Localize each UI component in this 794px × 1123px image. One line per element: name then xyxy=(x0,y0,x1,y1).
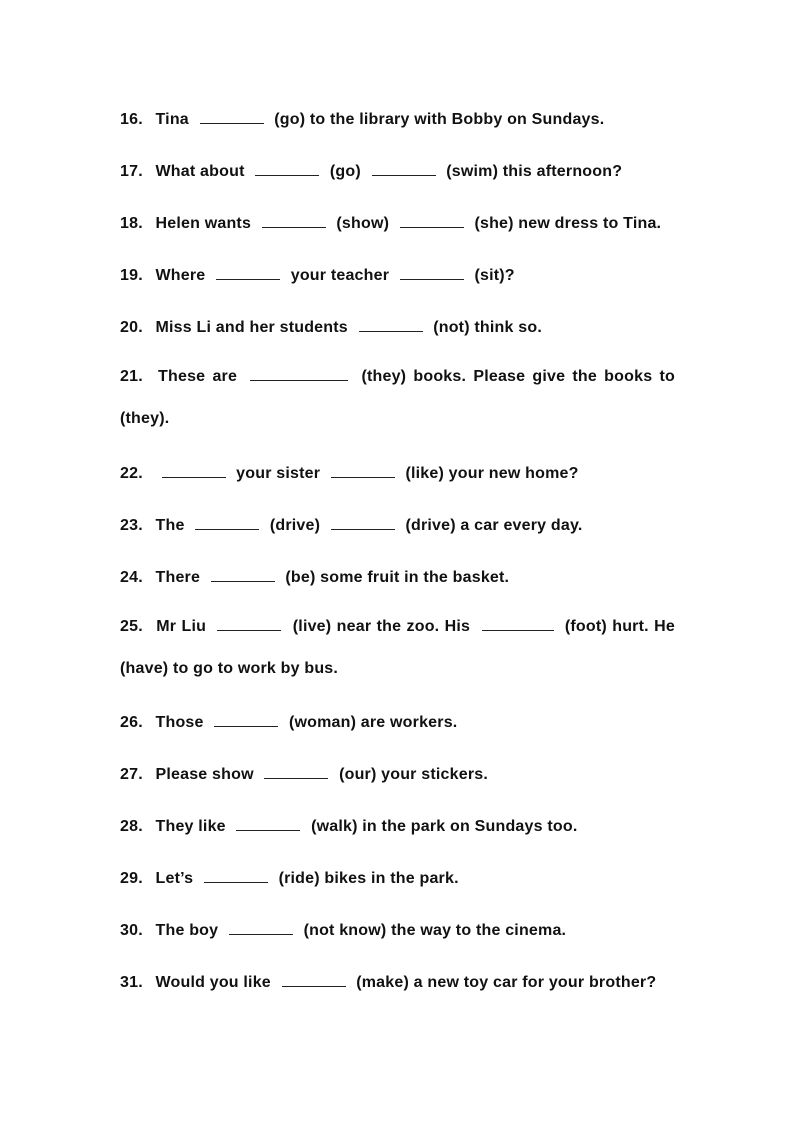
question-text: (go) to the library with Bobby on Sundays. xyxy=(274,111,605,128)
question-text: (ride) bikes in the park. xyxy=(278,870,459,887)
question-17 xyxy=(120,159,675,182)
question-text: (not) think so. xyxy=(433,319,542,336)
question-text: (our) your stickers. xyxy=(339,766,488,783)
question-text: Miss Li and her students xyxy=(155,319,348,336)
question-text: Would you like xyxy=(155,974,271,991)
question-27 xyxy=(120,762,675,785)
question-text: (make) a new toy car for your brother? xyxy=(356,974,657,991)
answer-blank[interactable] xyxy=(195,513,259,530)
question-text: (they) books. Please give the books to (they). xyxy=(120,368,675,427)
question-text: (drive) a car every day. xyxy=(405,517,583,534)
question-30 xyxy=(120,918,675,941)
question-text: They like xyxy=(155,818,226,835)
answer-blank[interactable] xyxy=(331,513,395,530)
answer-blank[interactable] xyxy=(250,364,348,381)
question-text: The boy xyxy=(155,922,219,939)
question-text: There xyxy=(155,569,201,586)
answer-blank[interactable] xyxy=(200,107,264,124)
question-text: The xyxy=(155,517,185,534)
question-number: 29. xyxy=(120,870,143,887)
question-text: your teacher xyxy=(290,267,390,284)
answer-blank[interactable] xyxy=(211,565,275,582)
question-number: 31. xyxy=(120,974,143,991)
question-number: 28. xyxy=(120,818,143,835)
question-29 xyxy=(120,866,675,889)
answer-blank[interactable] xyxy=(229,918,293,935)
question-text: Mr Liu xyxy=(156,618,207,635)
question-text: Tina xyxy=(155,111,189,128)
question-text: (walk) in the park on Sundays too. xyxy=(311,818,578,835)
question-31 xyxy=(120,970,675,993)
question-text: (swim) this afternoon? xyxy=(446,163,623,180)
question-text: What about xyxy=(155,163,245,180)
question-number: 24. xyxy=(120,569,143,586)
question-20 xyxy=(120,315,675,338)
question-number: 22. xyxy=(120,465,143,482)
question-number: 30. xyxy=(120,922,143,939)
question-21 xyxy=(120,356,675,440)
question-number: 17. xyxy=(120,163,143,180)
answer-blank[interactable] xyxy=(236,814,300,831)
question-text: (go) xyxy=(329,163,361,180)
answer-blank[interactable] xyxy=(162,461,226,478)
answer-blank[interactable] xyxy=(264,762,328,779)
question-text: (like) your new home? xyxy=(405,465,579,482)
question-text: (not know) the way to the cinema. xyxy=(303,922,567,939)
question-22 xyxy=(120,461,675,484)
question-24 xyxy=(120,565,675,588)
question-23 xyxy=(120,513,675,536)
question-text: Where xyxy=(155,267,206,284)
question-18 xyxy=(120,211,675,234)
question-text: (she) new dress to Tina. xyxy=(474,215,662,232)
question-number: 16. xyxy=(120,111,143,128)
question-text: (drive) xyxy=(269,517,321,534)
question-text: Those xyxy=(155,714,204,731)
question-number: 26. xyxy=(120,714,143,731)
answer-blank[interactable] xyxy=(372,159,436,176)
answer-blank[interactable] xyxy=(214,710,278,727)
answer-blank[interactable] xyxy=(282,970,346,987)
question-text: Please show xyxy=(155,766,254,783)
answer-blank[interactable] xyxy=(262,211,326,228)
question-number: 25. xyxy=(120,618,143,635)
answer-blank[interactable] xyxy=(204,866,268,883)
question-25 xyxy=(120,606,675,690)
question-text: (sit)? xyxy=(474,267,515,284)
question-number: 23. xyxy=(120,517,143,534)
question-number: 27. xyxy=(120,766,143,783)
question-28 xyxy=(120,814,675,837)
answer-blank[interactable] xyxy=(359,315,423,332)
answer-blank[interactable] xyxy=(400,263,464,280)
question-number: 19. xyxy=(120,267,143,284)
question-19 xyxy=(120,263,675,286)
question-text: (woman) are workers. xyxy=(288,714,458,731)
answer-blank[interactable] xyxy=(482,614,554,631)
question-text: your sister xyxy=(236,465,321,482)
question-text: Let’s xyxy=(155,870,194,887)
question-text: (show) xyxy=(336,215,390,232)
question-text: (be) some fruit in the basket. xyxy=(285,569,510,586)
question-number: 20. xyxy=(120,319,143,336)
question-text: Helen wants xyxy=(155,215,252,232)
answer-blank[interactable] xyxy=(216,263,280,280)
question-16 xyxy=(120,107,675,130)
question-text: (live) near the zoo. His xyxy=(292,618,471,635)
question-text: These are xyxy=(158,368,238,385)
answer-blank[interactable] xyxy=(217,614,281,631)
answer-blank[interactable] xyxy=(400,211,464,228)
question-26 xyxy=(120,710,675,733)
question-text: (foot) hurt. He (have) to go to work by bus. xyxy=(120,618,675,677)
question-number: 21. xyxy=(120,368,143,385)
answer-blank[interactable] xyxy=(331,461,395,478)
answer-blank[interactable] xyxy=(255,159,319,176)
question-number: 18. xyxy=(120,215,143,232)
